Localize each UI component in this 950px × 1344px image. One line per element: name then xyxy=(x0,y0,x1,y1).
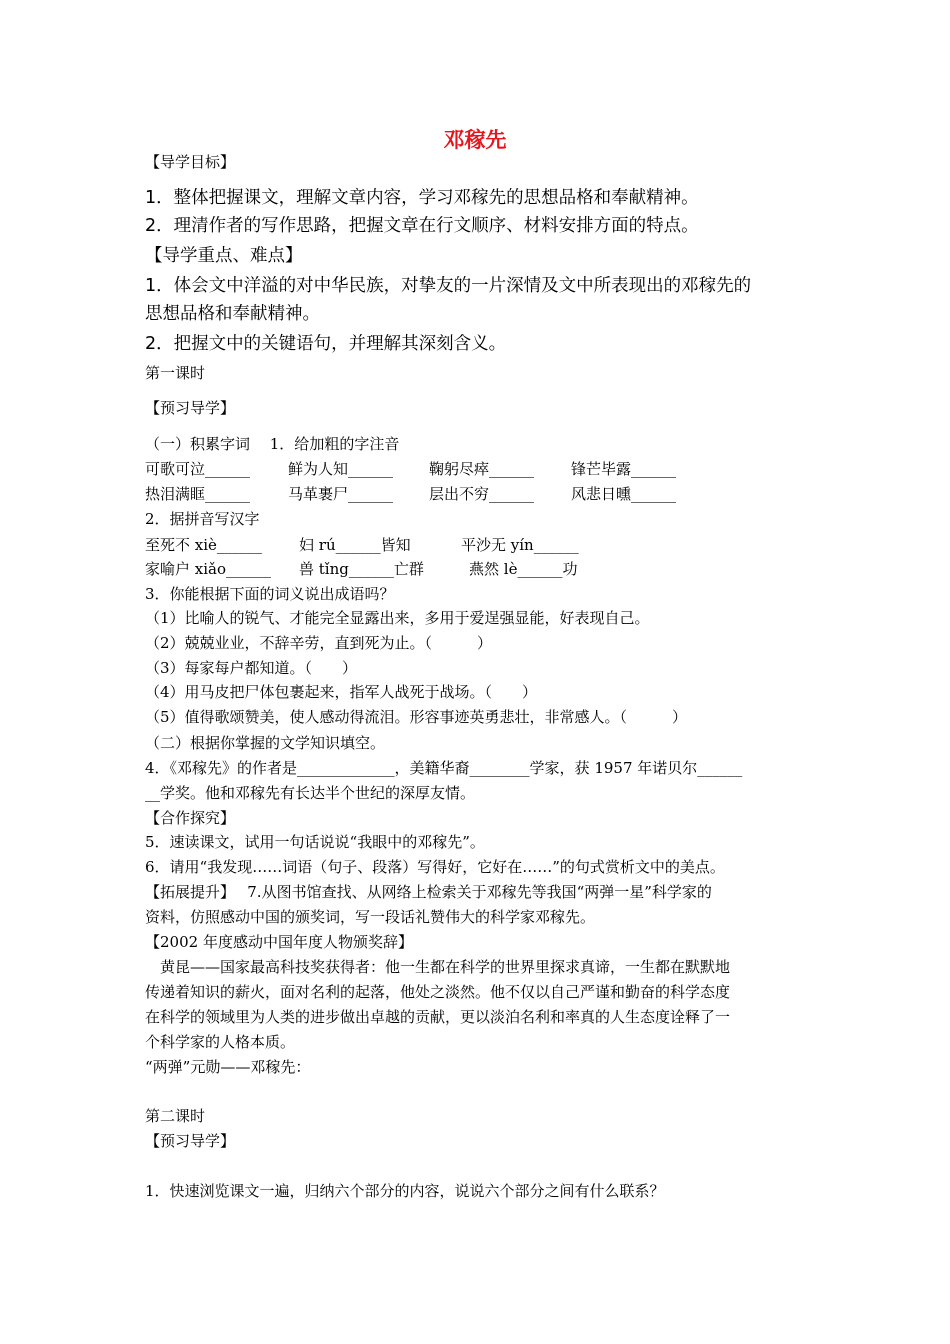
hanzi-item: 燕然 lè______功 xyxy=(469,560,578,578)
section-one-heading: （一）积累字词 1．给加粗的字注音 xyxy=(145,435,400,453)
hanzi-item: 平沙无 yín______ xyxy=(461,536,579,554)
key-heading: 【导学重点、难点】 xyxy=(145,246,303,266)
pinyin-item: 可歌可泣______ xyxy=(145,460,251,478)
pinyin-item: 鲜为人知______ xyxy=(288,460,394,478)
section-two-heading: （二）根据你掌握的文学知识填空。 xyxy=(145,734,386,752)
award-text-1: 黄昆——国家最高科技奖获得者：他一生都在科学的世界里探求真谛，一生都在默默地 xyxy=(145,958,731,976)
idiom-1: （1）比喻人的锐气、才能完全显露出来，多用于爱逞强显能，好表现自己。 xyxy=(145,609,650,627)
pinyin-item: 层出不穷______ xyxy=(429,485,535,503)
question-4: 4．《邓稼先》的作者是_____________，美籍华裔________学家，获 1957 年诺贝尔______ xyxy=(145,759,743,777)
goal-1: 1．整体把握课文，理解文章内容，学习邓稼先的思想品格和奉献精神。 xyxy=(145,188,699,208)
extension-heading: 【拓展提升】 7.从图书馆查找、从网络上检索关于邓稼先等我国“两弹一星”科学家的 xyxy=(145,883,712,901)
pinyin-item: 马革裹尸______ xyxy=(288,485,394,503)
question-4-cont: __学奖。他和邓稼先有长达半个世纪的深厚友情。 xyxy=(145,784,476,802)
hanzi-item: 至死不 xiè______ xyxy=(145,536,262,554)
award-text-3: 在科学的领域里为人类的进步做出卓越的贡献，更以淡泊名利和率真的人生态度诠释了一 xyxy=(145,1008,731,1026)
award-text-4: 个科学家的人格本质。 xyxy=(145,1033,296,1051)
award-deng: “两弹”元勋——邓稼先： xyxy=(145,1058,311,1076)
pinyin-item: 风悲日曛______ xyxy=(571,485,677,503)
key-2: 2．把握文中的关键语句，并理解其深刻含义。 xyxy=(145,334,507,354)
goal-2: 2．理清作者的写作思路，把握文章在行文顺序、材料安排方面的特点。 xyxy=(145,216,699,236)
question-6: 6．请用“我发现……词语（句子、段落）写得好，它好在……”的句式赏析文中的美点。 xyxy=(145,858,725,876)
lesson-one-heading: 第一课时 xyxy=(145,364,206,382)
hanzi-item: 兽 tǐng______亡群 xyxy=(299,560,424,578)
preview-heading-2: 【预习导学】 xyxy=(145,1132,236,1150)
idiom-4: （4）用马皮把尸体包裹起来，指军人战死于战场。（ ） xyxy=(145,683,538,701)
question-5: 5．速读课文，试用一句话说说“我眼中的邓稼先”。 xyxy=(145,833,485,851)
key-1-cont: 思想品格和奉献精神。 xyxy=(145,304,320,324)
extension-cont: 资料，仿照感动中国的颁奖词，写一段话礼赞伟大的科学家邓稼先。 xyxy=(145,908,596,926)
cooperation-heading: 【合作探究】 xyxy=(145,809,236,827)
award-text-2: 传递着知识的薪火，面对名利的起落，他处之淡然。他不仅以自己严谨和勤奋的科学态度 xyxy=(145,983,731,1001)
pinyin-item: 锋芒毕露______ xyxy=(571,460,677,478)
document-title: 邓稼先 xyxy=(443,128,507,152)
idiom-3: （3）每家每户都知道。（ ） xyxy=(145,659,358,677)
key-1: 1．体会文中洋溢的对中华民族，对挚友的一片深情及文中所表现出的邓稼先的 xyxy=(145,276,752,296)
hanzi-item: 妇 rú______皆知 xyxy=(299,536,411,554)
question-3: 3．你能根据下面的词义说出成语吗？ xyxy=(145,585,395,603)
preview-heading-1: 【预习导学】 xyxy=(145,399,236,417)
goal-heading: 【导学目标】 xyxy=(145,153,236,171)
pinyin-item: 热泪满眶______ xyxy=(145,485,251,503)
award-heading: 【2002 年度感动中国年度人物颁奖辞】 xyxy=(145,933,413,951)
hanzi-item: 家喻户 xiǎo______ xyxy=(145,560,271,578)
lesson-two-heading: 第二课时 xyxy=(145,1107,206,1125)
pinyin-item: 鞠躬尽瘁______ xyxy=(429,460,535,478)
final-question: 1．快速浏览课文一遍，归纳六个部分的内容，说说六个部分之间有什么联系？ xyxy=(145,1182,665,1200)
question-2: 2．据拼音写汉字 xyxy=(145,510,260,528)
idiom-2: （2）兢兢业业，不辞辛劳，直到死为止。（ ） xyxy=(145,634,493,652)
idiom-5: （5）值得歌颂赞美，使人感动得流泪。形容事迹英勇悲壮，非常感人。（ ） xyxy=(145,708,688,726)
